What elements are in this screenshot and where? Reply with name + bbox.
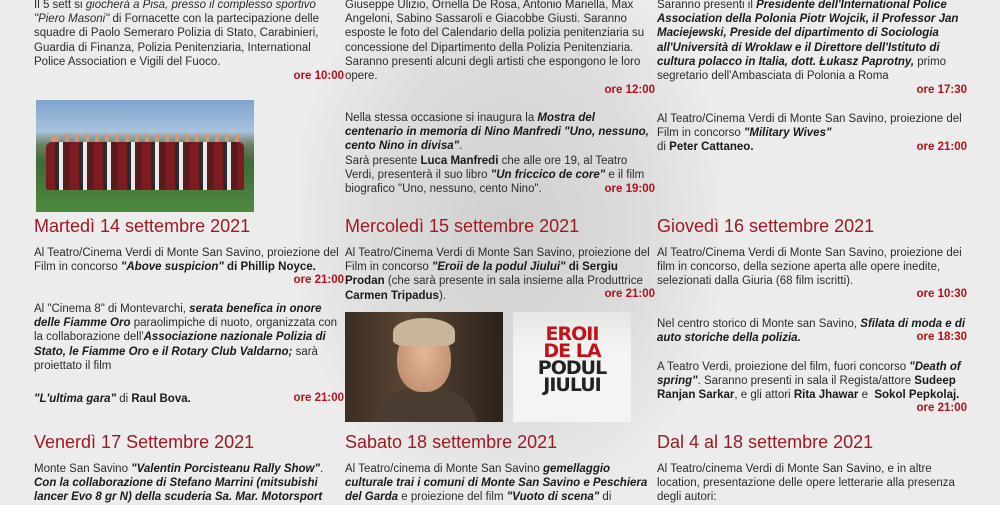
text-block: Al Teatro/Cinema Verdi di Monte San Savino, proiezione del Film in concorso "Military Wives" di Peter Cattaneo. — [657, 113, 962, 154]
event-text: Al Teatro/Cinema Verdi di Monte San Savino, proiezione del Film in concorso "Above suspicion" di Phillip Noyce. — [34, 247, 339, 274]
day-heading: Mercoledì 15 settembre 2021 — [345, 216, 580, 236]
day-heading: Giovedì 16 settembre 2021 — [657, 216, 875, 236]
event-text: Monte San Savino "Valentin Porcisteanu Rally Show". Con la collaborazione di Stefano Marrini (mitsubishi lancer Evo 8 gr N) della scuderia Sa. Mar. Motorsport — [34, 463, 324, 504]
text-block: Nella stessa occasione si inaugura la Mostra del centenario in memoria di Nino Manfredi "Uno, nessuno, cento Nino in divisa". Sarà presente Luca Manfredi che alle ore 19, al Teatro Verdi, presenterà il suo libro "Un friccico de core" e il film biografico "Uno, nessuno, cento Nino". — [345, 112, 649, 196]
event-time: ore 21:00 — [293, 392, 344, 404]
film-poster: EROII DE LA PODUL JIULUI — [513, 312, 631, 422]
event-time: ore 12:00 — [604, 84, 655, 96]
event-time: ore 19:00 — [604, 183, 655, 195]
event-text: Al Teatro/Cinema Verdi di Monte San Savino, proiezione dei film in concorso, della sezione aperta alle opere inedite, selezionati dalla Giuria (68 film iscritti). — [657, 247, 962, 288]
event-time: ore 18:30 — [916, 331, 967, 343]
day-heading: Venerdì 17 Settembre 2021 — [34, 432, 255, 452]
director-photo — [345, 312, 503, 422]
text-block: Giuseppe Ulizio, Ornella De Rosa, Antonio Mariella, Max Angeloni, Sabino Sassaroli e Giacobbe Giusti. Saranno esposte le foto del Calendario della polizia penitenziaria su concessione del Dipartimento della Polizia Penitenziaria. Saranno presenti alcuni degli artisti che espongono le loro opere. — [345, 0, 645, 83]
event-text: Al "Cinema 8" di Montevarchi, serata benefica in onore delle Fiamme Oro paraolimpiche di nuoto, organizzata con la collaborazione dell'Associazione nazionale Polizia di Stato, le Fiamme Oro e il Rotary Club Valdarno; sarà proiettato il film — [34, 303, 338, 372]
event-text: Al Teatro/cinema di Monte San Savino gemellaggio culturale trai i comuni di Monte San Savino e Peschiera del Garda e proiezione del film "Vuoto di scena" di — [345, 463, 648, 504]
day-heading: Sabato 18 settembre 2021 — [345, 432, 558, 452]
event-text: Al Teatro/Cinema Verdi di Monte San Savino, proiezione del Film in concorso "Eroii de la podul Jiului" di Sergiu Prodan (che sarà presente in sala insieme alla Produttrice Carmen Tripadus). — [345, 247, 650, 302]
event-time: ore 21:00 — [604, 288, 655, 300]
event-text: Al Teatro/cinema Verdi di Monte San Savino, e in altre location, presentazione delle opere letterarie alla presenza degli autori: — [657, 463, 955, 504]
day-heading: Martedì 14 settembre 2021 — [34, 216, 251, 236]
day-heading: Dal 4 al 18 settembre 2021 — [657, 432, 874, 452]
event-time: ore 21:00 — [916, 402, 967, 414]
football-team-photo — [36, 100, 254, 212]
event-time: ore 17:30 — [916, 84, 967, 96]
event-text: Nel centro storico di Monte san Savino, Sfilata di moda e di auto storiche della polizia. — [657, 318, 966, 345]
text-block: Il 5 sett si giocherà a Pisa, presso il complesso sportivo "Piero Masoni" di Fornacette con la partecipazione delle squadre di Paolo Semeraro Polizia di Stato, Carabinieri, Guardia di Finanza, Polizia Penitenziaria, International Police Association e Vigili del Fuoco. — [34, 0, 319, 68]
event-time: ore 10:30 — [916, 288, 967, 300]
text-block: Saranno presenti il Presidente dell'International Police Association della Polonia Piotr Wojcik, il Professor Jan Maciejewski, Preside del dipartimento di Sociologia all'Università di Wroklaw e il Direttore dell'Istituto di cultura polacco in Italia, dott. Łukasz Paprotny, primo segretario dell'Ambasciata di Polonia a Roma — [657, 0, 959, 83]
event-time: ore 10:00 — [293, 70, 344, 82]
event-text: A Teatro Verdi, proiezione del film, fuori concorso "Death of spring". Saranno presenti in sala il Regista/attore Sudeep Ranjan Sarkar, e gli attori Rita Jhawar e Sokol Pepkolaj. — [657, 361, 961, 402]
event-film: "L'ultima gara" di Raul Bova. — [34, 393, 191, 405]
event-time: ore 21:00 — [916, 141, 967, 153]
event-time: ore 21:00 — [293, 274, 344, 286]
